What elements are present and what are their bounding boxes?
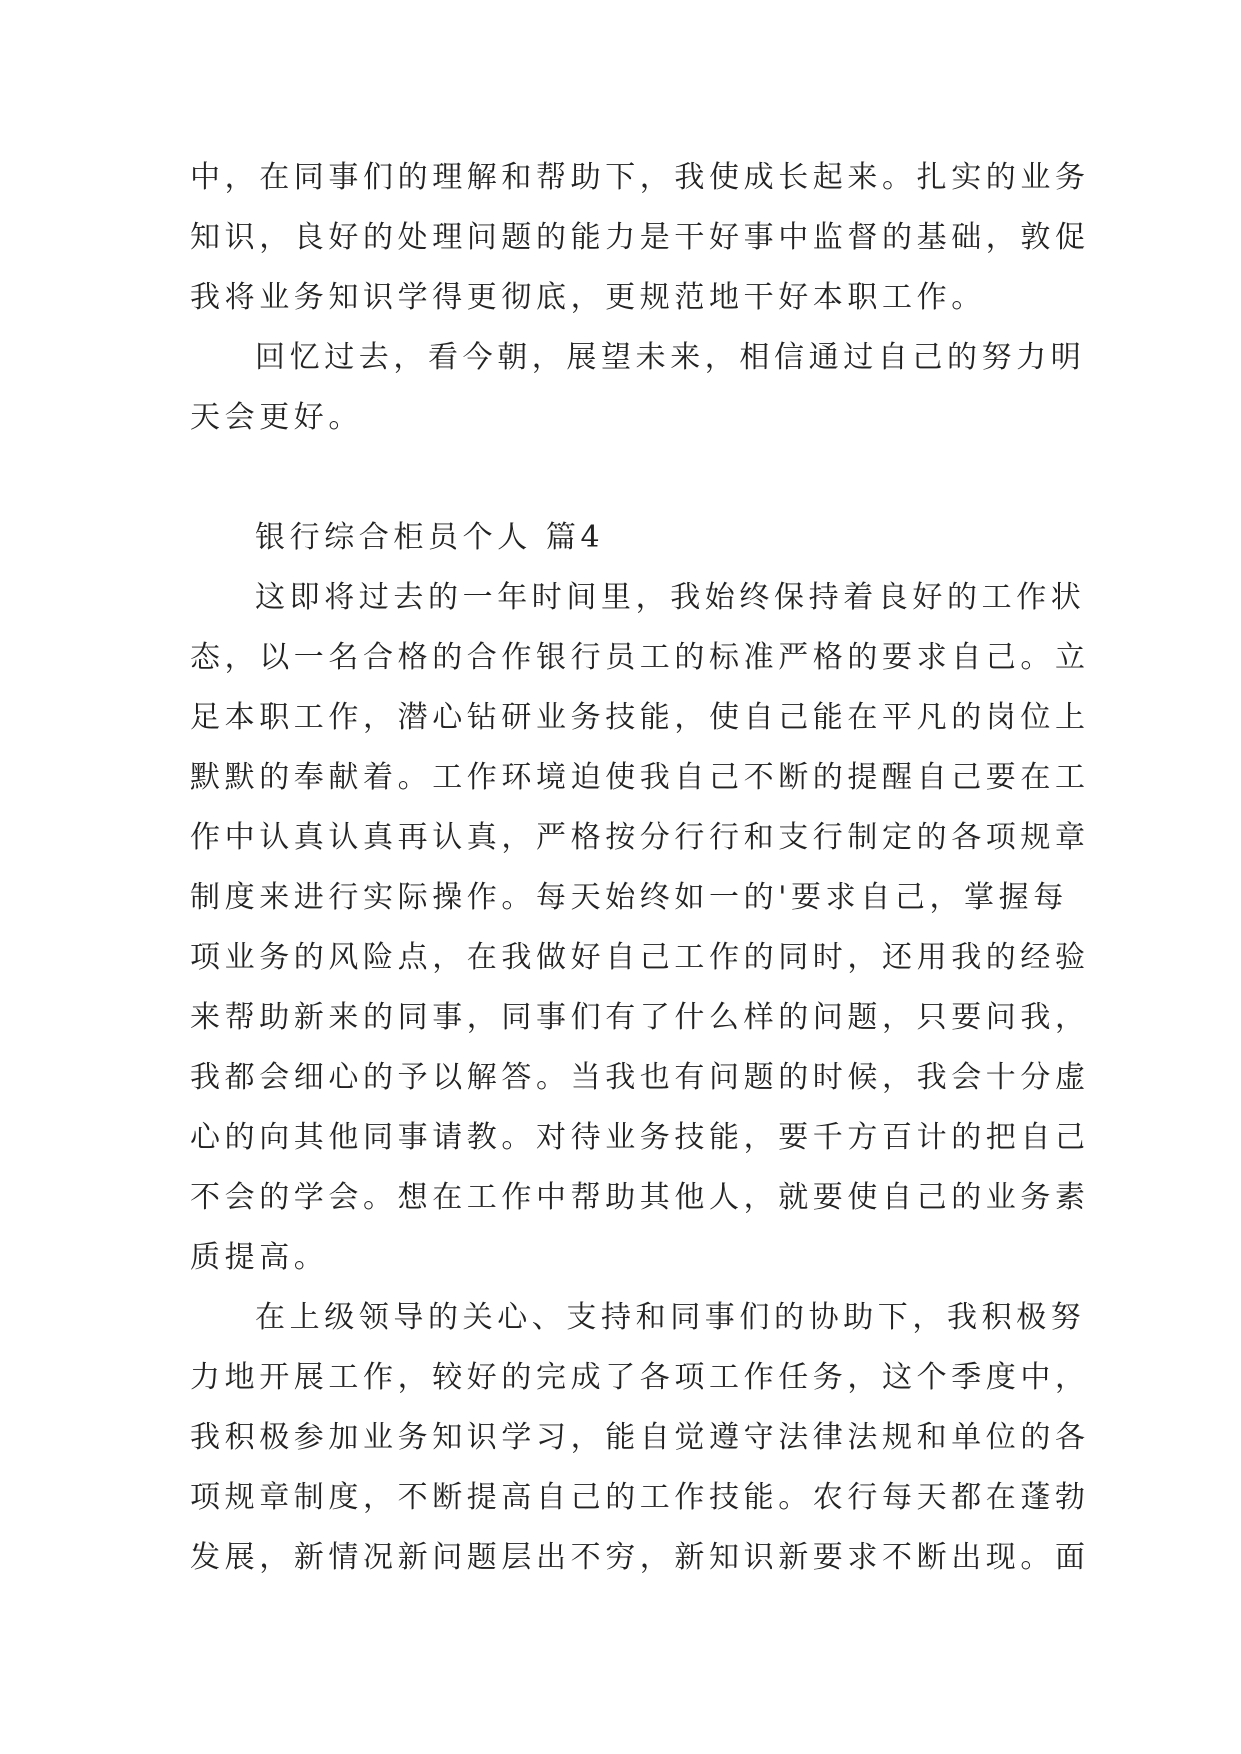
paragraph-line: 项业务的风险点，在我做好自己工作的同时，还用我的经验 [190, 940, 1090, 975]
section-heading: 银行综合柜员个人 篇4 [255, 520, 605, 555]
paragraph-line: 在上级领导的关心、支持和同事们的协助下，我积极努 [255, 1300, 1086, 1335]
paragraph-line: 质提高。 [190, 1240, 329, 1275]
paragraph-line: 知识，良好的处理问题的能力是干好事中监督的基础，敦促 [190, 220, 1090, 255]
paragraph-line: 我积极参加业务知识学习，能自觉遵守法律法规和单位的各 [190, 1420, 1090, 1455]
paragraph-line: 来帮助新来的同事，同事们有了什么样的问题，只要问我， [190, 1000, 1090, 1035]
paragraph-line: 心的向其他同事请教。对待业务技能，要千方百计的把自己 [190, 1120, 1090, 1155]
paragraph-line: 制度来进行实际操作。每天始终如一的'要求自己，掌握每 [190, 880, 1068, 915]
paragraph-line: 项规章制度，不断提高自己的工作技能。农行每天都在蓬勃 [190, 1480, 1090, 1515]
paragraph-line: 我都会细心的予以解答。当我也有问题的时候，我会十分虚 [190, 1060, 1090, 1095]
paragraph-line: 不会的学会。想在工作中帮助其他人，就要使自己的业务素 [190, 1180, 1090, 1215]
paragraph-line: 天会更好。 [190, 400, 363, 435]
paragraph-line: 默默的奉献着。工作环境迫使我自己不断的提醒自己要在工 [190, 760, 1090, 795]
paragraph-line: 作中认真认真再认真，严格按分行行和支行制定的各项规章 [190, 820, 1090, 855]
paragraph-line: 发展，新情况新问题层出不穷，新知识新要求不断出现。面 [190, 1540, 1090, 1575]
paragraph-line: 足本职工作，潜心钻研业务技能，使自己能在平凡的岗位上 [190, 700, 1090, 735]
paragraph-line: 中，在同事们的理解和帮助下，我使成长起来。扎实的业务 [190, 160, 1090, 195]
paragraph-line: 我将业务知识学得更彻底，更规范地干好本职工作。 [190, 280, 986, 315]
paragraph-line: 这即将过去的一年时间里，我始终保持着良好的工作状 [255, 580, 1086, 615]
paragraph-line: 力地开展工作，较好的完成了各项工作任务，这个季度中， [190, 1360, 1090, 1395]
paragraph-line: 态，以一名合格的合作银行员工的标准严格的要求自己。立 [190, 640, 1090, 675]
paragraph-line: 回忆过去，看今朝，展望未来，相信通过自己的努力明 [255, 340, 1086, 375]
